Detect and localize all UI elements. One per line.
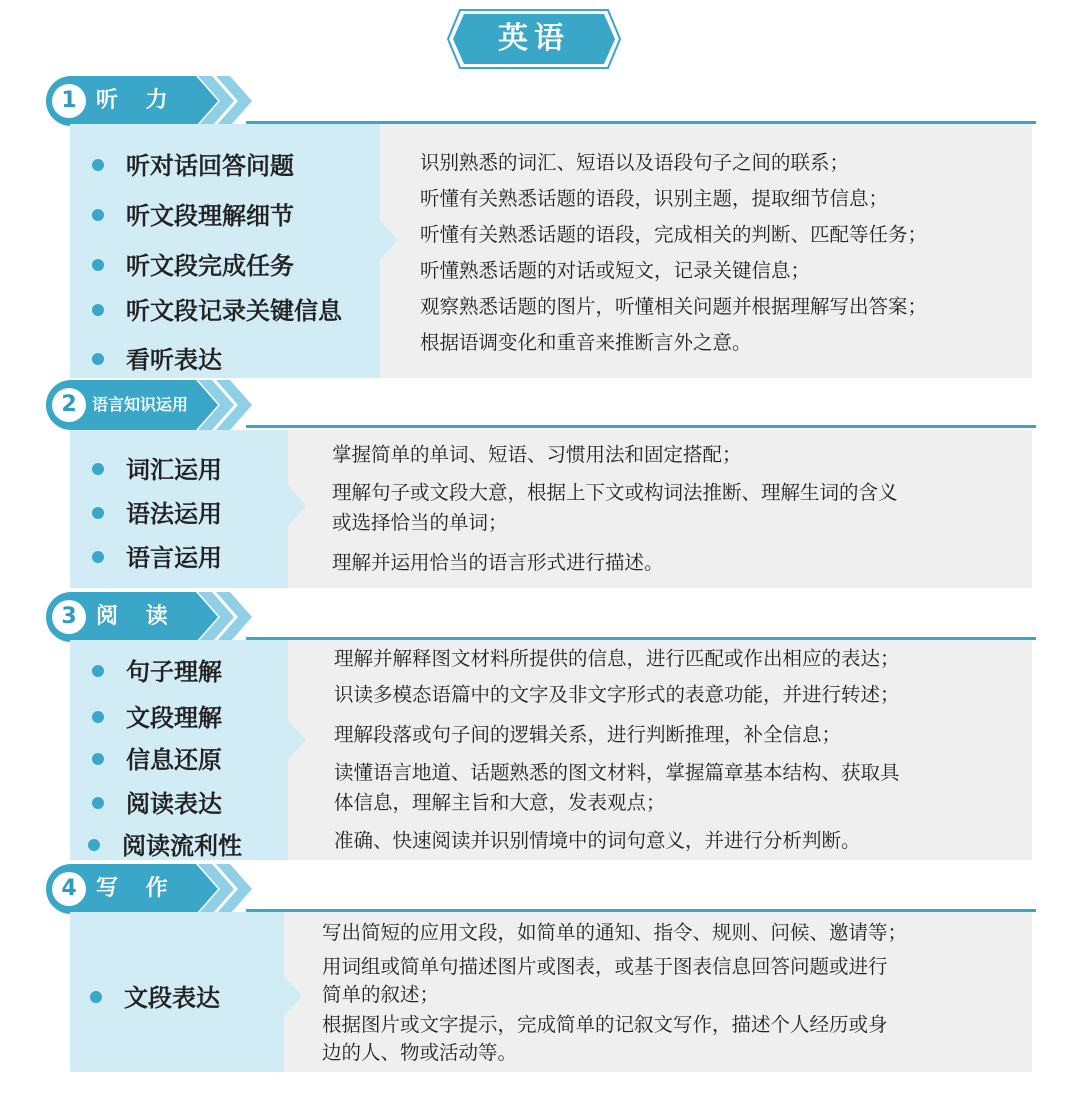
- bullet-dot-icon: [92, 353, 104, 365]
- description-line: 读懂语言地道、话题熟悉的图文材料，掌握篇章基本结构、获取具: [334, 761, 900, 784]
- description-line: 准确、快速阅读并识别情境中的词句意义，并进行分析判断。: [334, 829, 861, 852]
- section-label: 听 力: [96, 88, 178, 113]
- list-item: 听对话回答问题: [92, 146, 294, 181]
- pointer-arrow-icon: [288, 720, 306, 760]
- description-line: 简单的叙述；: [322, 983, 440, 1006]
- description-line: 观察熟悉话题的图片，听懂相关问题并根据理解写出答案；: [420, 295, 928, 318]
- section-body-writing: [70, 912, 1032, 1072]
- section-number: 3: [52, 600, 86, 634]
- description-panel: [302, 912, 1032, 1072]
- description-line: 理解并运用恰当的语言形式进行描述。: [332, 551, 664, 574]
- description-line: 掌握简单的单词、短语、习惯用法和固定搭配；: [332, 443, 742, 466]
- bullet-dot-icon: [92, 551, 104, 563]
- description-line: 或选择恰当的单词；: [332, 511, 508, 534]
- section-number: 4: [52, 872, 86, 906]
- list-item: 听文段完成任务: [92, 246, 294, 281]
- bullet-dot-icon: [92, 753, 104, 765]
- list-item: 语言运用: [92, 538, 222, 573]
- list-item: 句子理解: [92, 652, 222, 687]
- page-title-banner: [446, 8, 622, 70]
- section-body-reading: [70, 640, 1032, 860]
- section-divider: [246, 425, 1036, 428]
- list-item: 听文段记录关键信息: [92, 291, 342, 326]
- skills-list-panel: [70, 912, 284, 1072]
- bullet-dot-icon: [92, 711, 104, 723]
- description-panel: [306, 640, 1032, 860]
- description-line: 听懂熟悉话题的对话或短文，记录关键信息；: [420, 259, 811, 282]
- skills-list-panel: [70, 640, 288, 860]
- skills-list-panel: [70, 124, 380, 378]
- list-item: 看听表达: [92, 340, 222, 375]
- list-item: 文段表达: [90, 978, 220, 1013]
- description-line: 理解段落或句子间的逻辑关系，进行判断推理，补全信息；: [334, 723, 842, 746]
- bullet-dot-icon: [92, 665, 104, 677]
- section-label: 阅 读: [96, 604, 178, 629]
- description-line: 识别熟悉的词汇、短语以及语段句子之间的联系；: [420, 151, 850, 174]
- description-line: 体信息，理解主旨和大意，发表观点；: [334, 791, 666, 814]
- description-line: 根据图片或文字提示，完成简单的记叙文写作，描述个人经历或身: [322, 1013, 888, 1036]
- section-header-listening: [46, 76, 1036, 126]
- section-label: 写 作: [96, 876, 178, 901]
- skills-list-panel: [70, 430, 288, 588]
- section-number: 2: [52, 388, 86, 422]
- list-item: 听文段理解细节: [92, 196, 294, 231]
- list-item: 阅读表达: [92, 784, 222, 819]
- description-line: 理解句子或文段大意，根据上下文或构词法推断、理解生词的含义: [332, 481, 898, 504]
- bullet-dot-icon: [92, 304, 104, 316]
- description-line: 根据语调变化和重音来推断言外之意。: [420, 331, 752, 354]
- bullet-dot-icon: [90, 991, 102, 1003]
- bullet-dot-icon: [92, 159, 104, 171]
- section-number: 1: [52, 84, 86, 118]
- bullet-dot-icon: [88, 839, 100, 851]
- list-item: 词汇运用: [92, 450, 222, 485]
- description-line: 听懂有关熟悉话题的语段，完成相关的判断、匹配等任务；: [420, 223, 928, 246]
- description-line: 理解并解释图文材料所提供的信息，进行匹配或作出相应的表达；: [334, 647, 900, 670]
- pointer-arrow-icon: [284, 976, 302, 1016]
- section-body-listening: [70, 124, 1032, 378]
- bullet-dot-icon: [92, 507, 104, 519]
- list-item: 阅读流利性: [88, 826, 242, 861]
- page-title: 英语: [498, 21, 570, 56]
- description-line: 边的人、物或活动等。: [322, 1041, 518, 1064]
- section-header-writing: [46, 864, 1036, 914]
- list-item: 文段理解: [92, 698, 222, 733]
- description-line: 写出简短的应用文段，如简单的通知、指令、规则、问候、邀请等；: [322, 921, 908, 944]
- section-body-language-use: [70, 430, 1032, 588]
- list-item: 语法运用: [92, 494, 222, 529]
- description-line: 用词组或简单句描述图片或图表，或基于图表信息回答问题或进行: [322, 955, 888, 978]
- description-panel: [306, 430, 1032, 588]
- pointer-arrow-icon: [288, 486, 306, 526]
- bullet-dot-icon: [92, 463, 104, 475]
- section-header-language-use: [46, 380, 1036, 430]
- pointer-arrow-icon: [380, 220, 398, 260]
- bullet-dot-icon: [92, 797, 104, 809]
- section-header-reading: [46, 592, 1036, 642]
- description-panel: [398, 124, 1032, 378]
- description-line: 识读多模态语篇中的文字及非文字形式的表意功能，并进行转述；: [334, 683, 900, 706]
- section-label: 语言知识运用: [92, 395, 189, 414]
- list-item: 信息还原: [92, 740, 222, 775]
- bullet-dot-icon: [92, 209, 104, 221]
- bullet-dot-icon: [92, 259, 104, 271]
- description-line: 听懂有关熟悉话题的语段，识别主题，提取细节信息；: [420, 187, 889, 210]
